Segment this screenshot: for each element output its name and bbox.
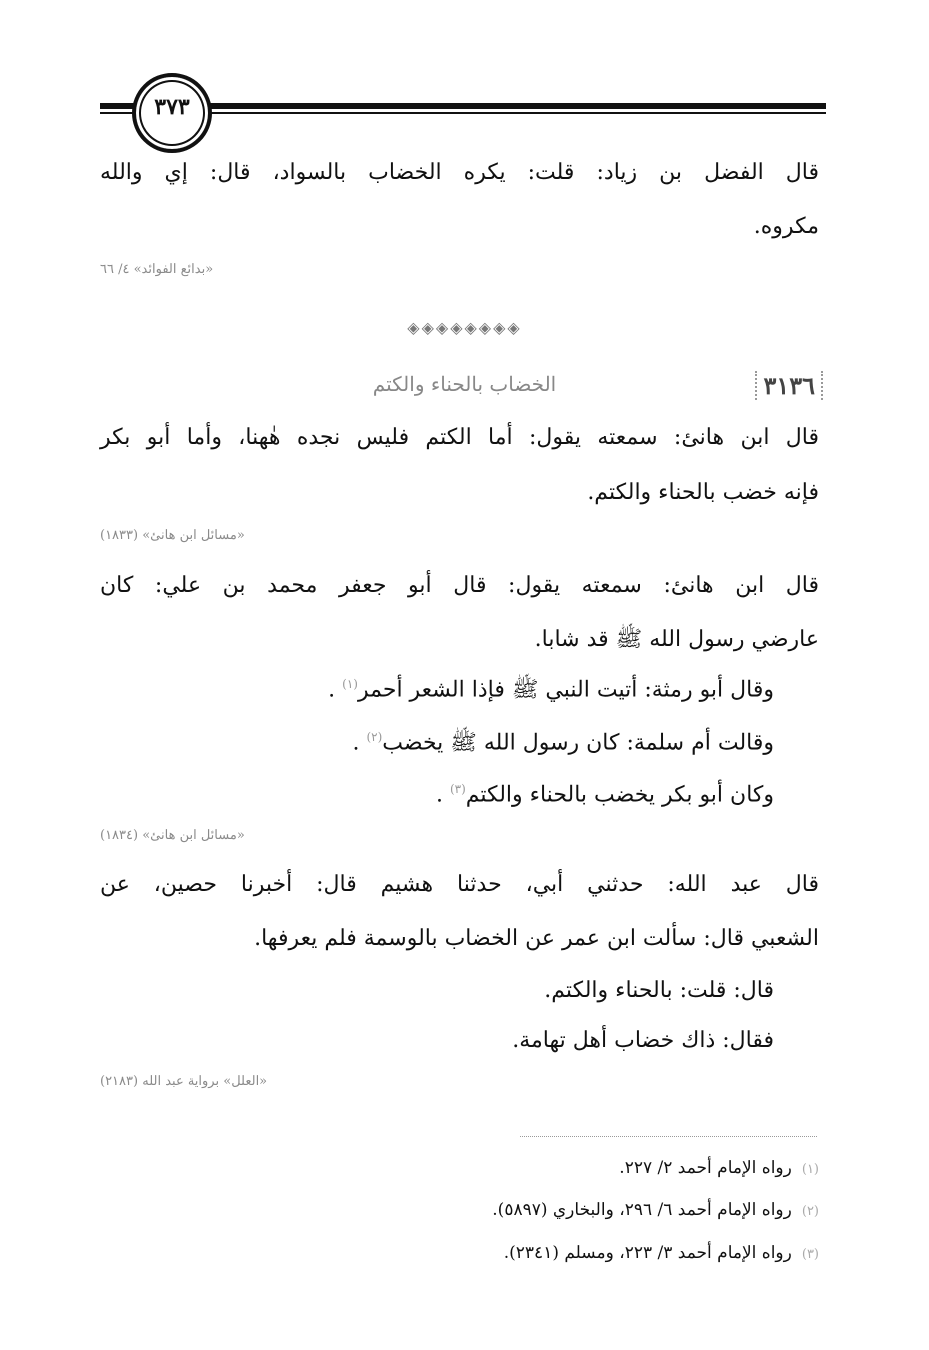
text-line-7: وقال أبو رمثة: أتيت النبي ﷺ فإذا الشعر أحمر$^{(١)}$ . [328, 677, 774, 703]
entry-number: ٣١٣٦ [755, 371, 823, 400]
footnote-2-text: رواه الإمام أحمد ٦/ ٢٩٦، والبخاري (٥٨٩٧). [492, 1200, 792, 1220]
source-citation-2: «مسائل ابن هانئ» (١٨٣٣) [100, 528, 245, 543]
footnote-2 [492, 1200, 819, 1220]
text-line-10: قال عبد الله: حدثني أبي، حدثنا هشيم قال: أخبرنا حصين، عن [100, 872, 819, 897]
page-number-badge [132, 73, 212, 153]
text-line-6: عارضي رسول الله ﷺ قد شابا. [534, 627, 819, 652]
entry-title: الخضاب بالحناء والكتم [372, 372, 557, 396]
text-line-8-body: وقالت أم سلمة: كان رسول الله ﷺ يخضب [382, 730, 774, 756]
text-line-13: فقال: ذاك خضاب أهل تهامة. [512, 1028, 774, 1053]
footnote-separator [520, 1136, 817, 1137]
section-divider-ornament: ◈◈◈◈◈◈◈◈ [407, 318, 522, 337]
text-line-5: قال ابن هانئ: سمعته يقول: قال أبو جعفر محمد بن علي: كان [100, 573, 819, 598]
footnote-3-text: رواه الإمام أحمد ٣/ ٢٢٣، ومسلم (٢٣٤١). [503, 1243, 792, 1263]
source-citation-3: «مسائل ابن هانئ» (١٨٣٤) [100, 828, 245, 843]
footnote-ref-3: (٣) [449, 782, 466, 796]
source-citation-4: «العلل» برواية عبد الله (٢١٨٣) [100, 1074, 268, 1089]
text-line-4: فإنه خضب بالحناء والكتم. [587, 480, 819, 505]
footnote-ref-2: (٢) [366, 730, 383, 744]
footnote-3 [504, 1243, 819, 1263]
page-number: ٣٧٣ [154, 94, 190, 120]
text-line-8: وقالت أم سلمة: كان رسول الله ﷺ يخضب$^{(٢)}$ . [352, 730, 774, 756]
footnote-2-mark: (٢) [801, 1204, 819, 1219]
text-line-7-body: وقال أبو رمثة: أتيت النبي ﷺ فإذا الشعر أحمر [357, 677, 774, 703]
text-line-12: قال: قلت: بالحناء والكتم. [544, 978, 774, 1003]
text-line-9: وكان أبو بكر يخضب بالحناء والكتم$^{(٣)}$ . [435, 782, 774, 808]
footnote-1 [619, 1158, 819, 1178]
text-line-9-body: وكان أبو بكر يخضب بالحناء والكتم [465, 782, 774, 808]
footnote-3-mark: (٣) [801, 1247, 819, 1262]
footnote-1-text: رواه الإمام أحمد ٢/ ٢٢٧. [619, 1158, 792, 1178]
text-line-3: قال ابن هانئ: سمعته يقول: أما الكتم فليس نجده هٰهنا، وأما أبو بكر [100, 425, 819, 450]
text-line-11: الشعبي قال: سألت ابن عمر عن الخضاب بالوسمة فلم يعرفها. [254, 926, 819, 951]
text-line-1: قال الفضل بن زياد: قلت: يكره الخضاب بالسواد، قال: إي والله [100, 160, 819, 185]
text-line-2: مكروه. [753, 214, 819, 239]
footnote-1-mark: (١) [801, 1162, 819, 1177]
footnote-ref-1: (١) [342, 677, 358, 691]
source-citation-1: «بدائع الفوائد» ٤/ ٦٦ [100, 262, 214, 277]
